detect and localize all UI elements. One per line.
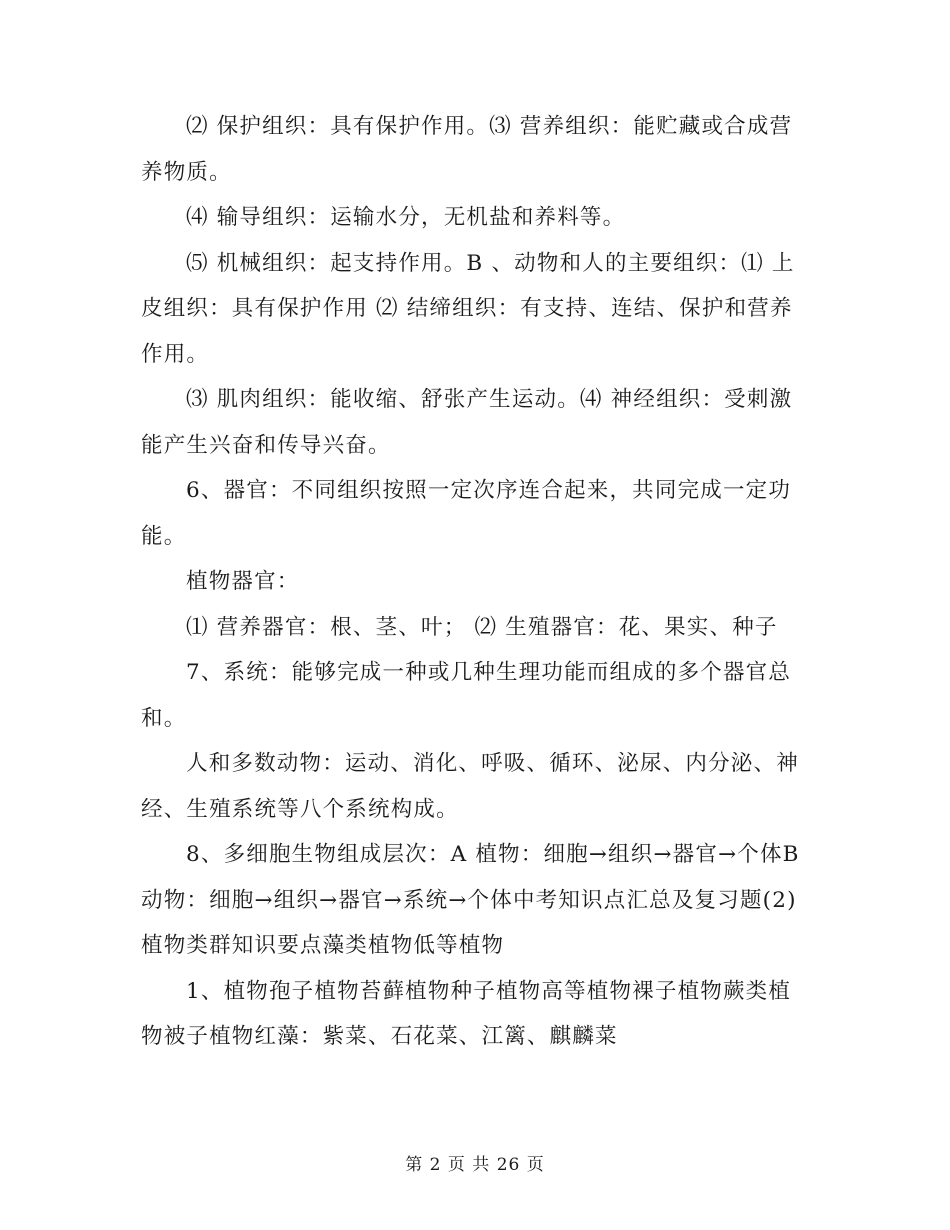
- paragraph-animal-systems: 人和多数动物：运动、消化、呼吸、循环、泌尿、内分泌、神经、生殖系统等八个系统构成。: [141, 751, 799, 822]
- paragraph-muscle-nerve-tissue: ⑶ 肌肉组织：能收缩、舒张产生运动。⑷ 神经组织：受刺激能产生兴奋和传导兴奋。: [141, 387, 793, 458]
- paragraph-plant-organs-heading: 植物器官：: [186, 569, 300, 594]
- paragraph-mechanical-and-animal-tissue: ⑸ 机械组织：起支持作用。B 、动物和人的主要组织：⑴ 上皮组织：具有保护作用 ⑵ 结缔组织：有支持、连结、保护和营养作用。: [141, 250, 795, 367]
- paragraph-organization-levels: 8、多细胞生物组成层次：A 植物：细胞→组织→器官→个体B 动物：细胞→组织→器官→系统→个体中考知识点汇总及复习题(2)植物类群知识要点藻类植物低等植物: [141, 842, 800, 958]
- paragraph-protective-nutritive-tissue: ⑵ 保护组织：具有保护作用。⑶ 营养组织：能贮藏或合成营养物质。: [141, 114, 793, 185]
- paragraph-conducting-tissue: ⑷ 输导组织：运输水分，无机盐和养料等。: [186, 205, 626, 230]
- paragraph-plant-organs-list: ⑴ 营养器官：根、茎、叶； ⑵ 生殖器官：花、果实、种子: [186, 614, 778, 640]
- paragraph-organ-definition: 6、器官：不同组织按照一定次序连合起来，共同完成一定功能。: [141, 478, 792, 549]
- document-body: [141, 104, 811, 1060]
- paragraph-plant-groups: 1、植物孢子植物苔藓植物种子植物高等植物裸子植物蕨类植物被子植物红藻：紫菜、石花菜、江篱、麒麟菜: [141, 978, 792, 1049]
- page-number-footer: 第 2 页 共 26 页: [405, 1155, 545, 1175]
- paragraph-system-definition: 7、系统：能够完成一种或几种生理功能而组成的多个器官总和。: [141, 660, 792, 731]
